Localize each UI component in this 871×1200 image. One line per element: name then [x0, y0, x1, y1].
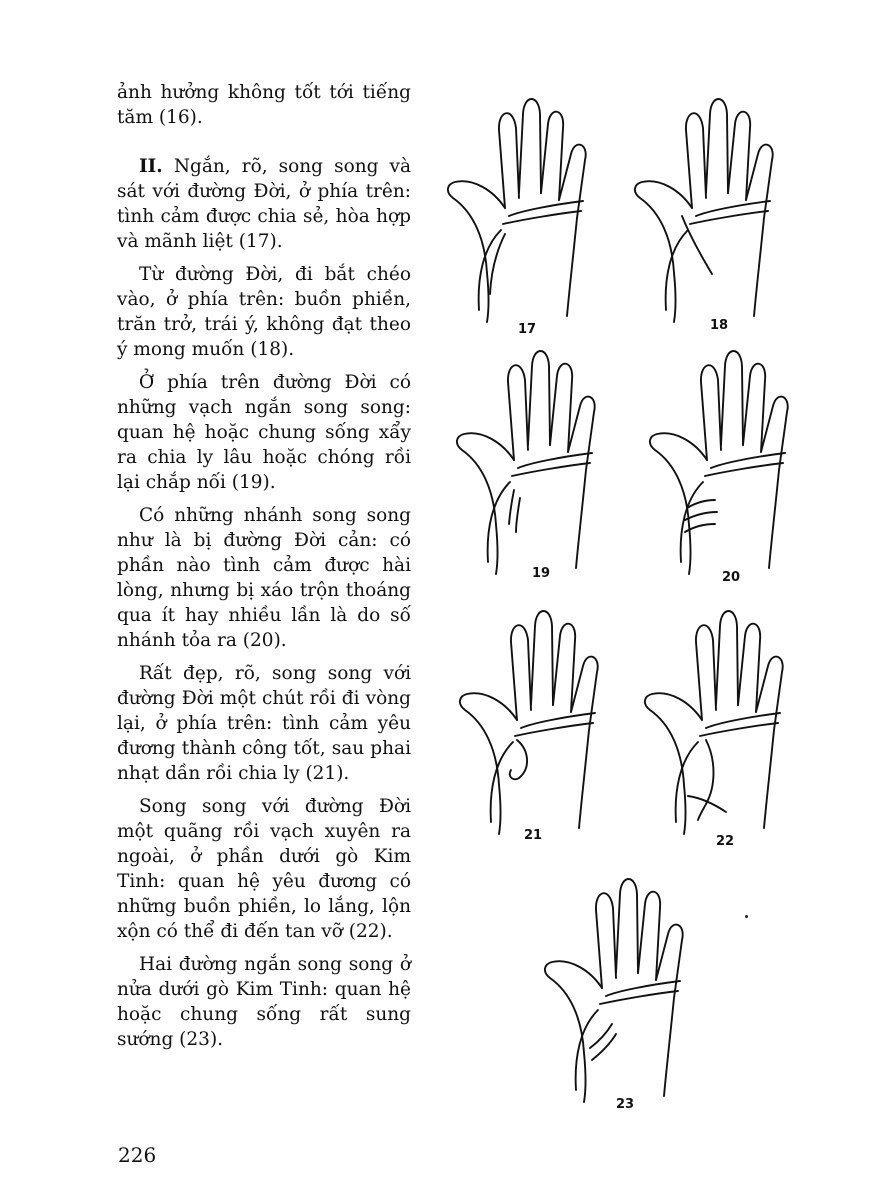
page-number: 226	[118, 1143, 157, 1167]
figure-label-23: 23	[616, 1097, 635, 1112]
paragraph-text: Ngắn, rõ, song song và sát với đường Đời, ở phía trên: tình cảm được chia sẻ, hòa hợp và mãnh liệt (17).	[117, 156, 411, 252]
figure-label-17: 17	[518, 322, 537, 337]
speck	[745, 915, 748, 918]
section-heading: II.	[139, 156, 163, 177]
figure-label-21: 21	[524, 828, 543, 843]
paragraph-text: Từ đường Đời, đi bắt chéo vào, ở phía trên: buồn phiền, trăn trở, trái ý, không đạt theo ý mong muốn (18).	[117, 264, 411, 360]
paragraph-text: Hai đường ngắn song song ở nửa dưới gò Kim Tinh: quan hệ hoặc chung sống rất sung sướng (23).	[117, 954, 411, 1050]
paragraph-text: Ở phía trên đường Đời có những vạch ngắn song song: quan hệ hoặc chung sống xẩy ra chia ly lâu hoặc chóng rồi lại chắp nối (19).	[117, 372, 411, 493]
figure-label-18: 18	[710, 318, 729, 333]
paragraph-text: ảnh hưởng không tốt tới tiếng tăm (16).	[117, 82, 411, 128]
figure-label-19: 19	[532, 566, 551, 581]
palm-illustration-21	[455, 600, 625, 850]
palm-illustration-22	[640, 600, 810, 850]
figure-label-20: 20	[722, 570, 741, 585]
palm-illustration-19	[452, 340, 622, 590]
palm-illustration-23	[540, 868, 710, 1118]
figure-label-22: 22	[716, 834, 735, 849]
palm-illustration-17	[443, 88, 613, 338]
paragraph-text: Song song với đường Đời một quãng rồi vạch xuyên ra ngoài, ở phần dưới gò Kim Tinh: quan hệ yêu đương có những buồn phiền, lo lắng, lộn xộn có thể đi đến tan vỡ (22).	[117, 796, 411, 942]
palm-illustration-18	[630, 88, 800, 338]
palm-illustration-20	[645, 340, 815, 590]
paragraph-text: Rất đẹp, rõ, song song với đường Đời một chút rồi đi vòng lại, ở phía trên: tình cảm yêu đương thành công tốt, sau phai nhạt dần rồi chia ly (21).	[117, 663, 411, 784]
paragraph-text: Có những nhánh song song như là bị đường Đời cản: có phần nào tình cảm được hài lòng, nhưng bị xáo trộn thoáng qua ít hay nhiều lần là do số nhánh tỏa ra (20).	[117, 505, 411, 651]
